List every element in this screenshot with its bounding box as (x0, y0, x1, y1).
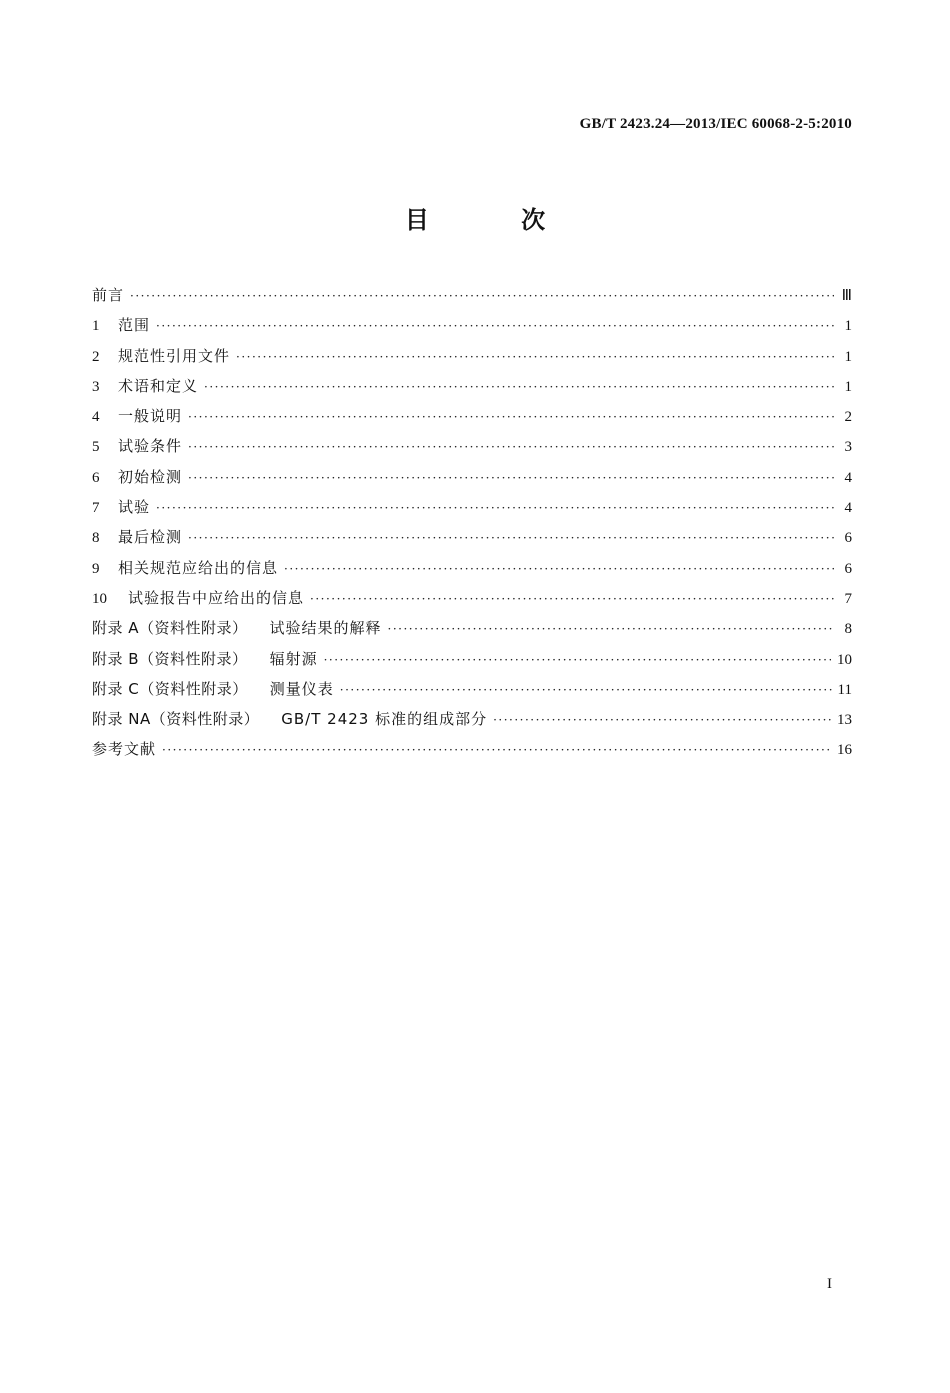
toc-entry-page: 7 (844, 590, 852, 607)
toc-entry-number: 1 (92, 318, 100, 335)
toc-entry-page: 8 (844, 621, 852, 638)
toc-entry-10[interactable] (92, 583, 852, 613)
toc-entry-page: 6 (844, 560, 852, 577)
toc-entry-8[interactable] (92, 522, 852, 552)
toc-entry-page: 2 (844, 409, 852, 426)
standard-code: GB/T 2423.24—2013/IEC 60068-2-5:2010 (579, 116, 852, 132)
toc-entry-label: 试验报告中应给出的信息 (128, 588, 305, 607)
toc-entry-label: 参考文献 (92, 740, 157, 759)
toc-leader (156, 493, 834, 523)
toc-leader (236, 342, 834, 372)
toc-entry-label: 相关规范应给出的信息 (118, 558, 279, 577)
toc-leader (493, 705, 831, 735)
toc-leader (188, 523, 834, 553)
toc-entry-page: 13 (837, 712, 852, 729)
toc-entry-label: GB/T 2423 标准的组成部分 (281, 710, 488, 729)
toc-entry-5[interactable] (92, 431, 852, 461)
toc-leader (340, 675, 832, 705)
toc-entry-label: 前言 (92, 286, 125, 304)
toc-entry-label: 最后检测 (118, 528, 183, 547)
toc-entry-6[interactable] (92, 462, 852, 492)
toc-entry-page: 11 (837, 681, 852, 698)
toc-entry-page: 4 (844, 500, 852, 517)
toc-entry-page: 6 (844, 530, 852, 547)
toc-entry-label: 辐射源 (269, 649, 318, 668)
toc-entry-page: 10 (837, 651, 852, 668)
toc-entry-annex-na[interactable] (92, 704, 852, 734)
toc-entry-annex-prefix: 附录 C（资料性附录） (92, 679, 248, 698)
toc-entry-9[interactable] (92, 553, 852, 583)
toc-entry-number: 2 (92, 348, 100, 365)
toc-entry-number: 3 (92, 378, 100, 395)
toc-leader (284, 554, 834, 584)
toc-entry-label: 术语和定义 (118, 376, 199, 395)
toc-entry-number: 4 (92, 409, 100, 426)
toc-entry-annex-prefix: 附录 A（资料性附录） (92, 619, 248, 638)
toc-entry-label: 规范性引用文件 (118, 346, 231, 365)
toc-entry-number: 6 (92, 469, 100, 486)
toc-entry-number: 7 (92, 500, 100, 517)
toc-entry-annex-b[interactable] (92, 644, 852, 674)
toc-entry-3[interactable] (92, 371, 852, 401)
toc-leader (204, 372, 834, 402)
toc-leader (310, 584, 834, 614)
toc-entry-annex-prefix: 附录 NA（资料性附录） (92, 710, 260, 729)
page-title: 目 次 (404, 206, 588, 234)
toc-leader (188, 432, 834, 462)
toc-entry-annex-a[interactable] (92, 613, 852, 643)
toc-entry-2[interactable] (92, 341, 852, 371)
toc-entry-page: 16 (837, 742, 852, 759)
toc-leader (188, 402, 834, 432)
table-of-contents (92, 280, 852, 765)
toc-leader (324, 645, 831, 675)
toc-entry-label: 一般说明 (118, 407, 183, 426)
toc-entry-page: 1 (844, 378, 852, 395)
toc-entry-label: 试验结果的解释 (269, 619, 382, 638)
toc-leader (188, 463, 834, 493)
toc-entry-bibliography[interactable] (92, 734, 852, 764)
toc-entry-page: Ⅲ (841, 288, 852, 304)
toc-entry-annex-c[interactable] (92, 674, 852, 704)
toc-entry-1[interactable] (92, 310, 852, 340)
page-number: I (827, 1276, 832, 1292)
toc-leader (162, 735, 831, 765)
toc-entry-number: 10 (92, 590, 107, 607)
toc-entry-4[interactable] (92, 401, 852, 431)
toc-entry-foreword[interactable] (92, 280, 852, 310)
toc-entry-label: 测量仪表 (269, 679, 334, 698)
toc-entry-label: 初始检测 (118, 467, 183, 486)
toc-entry-number: 8 (92, 530, 100, 547)
toc-entry-page: 3 (844, 439, 852, 456)
toc-entry-annex-prefix: 附录 B（资料性附录） (92, 649, 248, 668)
toc-leader (156, 311, 834, 341)
toc-entry-label: 试验条件 (118, 437, 183, 456)
toc-entry-page: 4 (844, 469, 852, 486)
toc-entry-label: 试验 (118, 498, 151, 517)
toc-entry-number: 5 (92, 439, 100, 456)
toc-entry-7[interactable] (92, 492, 852, 522)
toc-entry-page: 1 (844, 318, 852, 335)
toc-entry-number: 9 (92, 560, 100, 577)
toc-entry-page: 1 (844, 348, 852, 365)
toc-leader (388, 614, 834, 644)
toc-leader (130, 281, 834, 311)
toc-entry-label: 范围 (118, 316, 151, 335)
